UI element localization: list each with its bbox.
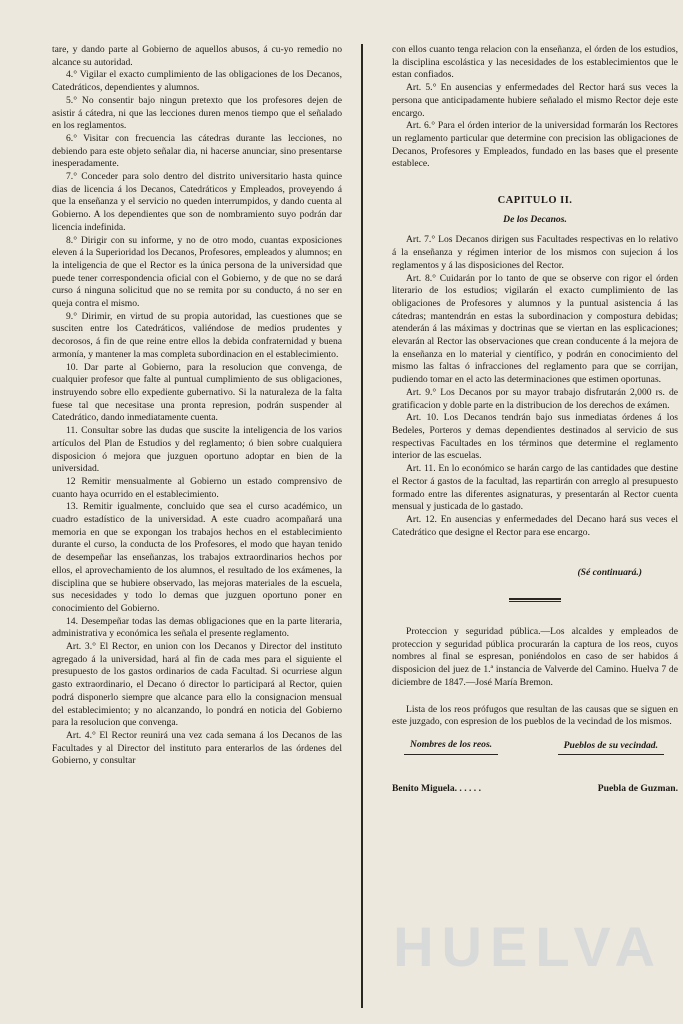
paragraph: Art. 7.° Los Decanos dirigen sus Facultades respectivas en lo relativo á la enseñanza y régimen interior de los mismos con sujecion á los reglamentos y á las disposiciones del Rector. xyxy=(392,234,678,271)
paragraph: Art. 9.° Los Decanos por su mayor trabajo disfrutarán 2,000 rs. de gratificacion y doble parte en la distribucion de los derechos de exámen. xyxy=(392,386,678,411)
paragraph: Art. 5.° En ausencias y enfermedades del Rector hará sus veces la persona que anticipadamente hubiere señalado el mismo Rector deje este encargo. xyxy=(392,82,678,119)
paragraph: 10. Dar parte al Gobierno, para la resolucion que convenga, de cualquier profesor que falte al puntual cumplimiento de sus obligaciones, instruyendo sobre ello expediente gubernativo. Si la naturaleza de la falta fuese tal que necesitase una pronta represion, podrán suspender al Catedrático, dando inmediatamente cuenta. xyxy=(52,361,342,424)
table-row xyxy=(392,783,678,796)
paragraph: 4.° Vigilar el exacto cumplimiento de las obligaciones de los Decanos, Catedráticos, dependientes y alumnos. xyxy=(52,69,342,94)
continued-note: (Sé continuará.) xyxy=(577,567,642,579)
paragraph: 7.° Conceder para solo dentro del distrito universitario hasta quince dias de licencia á los Decanos, Catedráticos y Empleados, proveyendo á que la enseñanza y el servicio no queden interrumpidos, y dando cuenta al Gobierno. A los dependientes que son de nombramiento suyo podrán dar licencia indefinida. xyxy=(52,171,342,233)
paragraph: Art. 6.° Para el órden interior de la universidad formarán los Rectores un reglamento particular que determine con precision las obligaciones de Decanos, Profesores y Empleados, fundado en las bases que el presente establece. xyxy=(392,120,678,170)
list-intro: Lista de los reos prófugos que resultan de las causas que se siguen en este juzgado, con espresion de los pueblos de la vecindad de los mismos. xyxy=(392,703,678,728)
chapter-title: CAPITULO II. xyxy=(497,195,573,207)
column-divider xyxy=(361,44,363,1008)
paragraph: 8.° Dirigir con su informe, y no de otro modo, cuantas exposiciones eleven á la Superioridad los Decanos, Profesores, empleados y alumnos; en la inteligencia de que el Rector es la única persona de la universidad que puede tener correspondencia oficial con el Gobierno, y de que no se dará curso á ninguna solicitud que no se remita por su conducto, á no ser en queja contra el mismo. xyxy=(52,234,342,310)
paragraph: 6.° Visitar con frecuencia las cátedras durante las lecciones, no debiendo para este objeto señalar dia, ni hacerse anunciar, sino presentarse inesperadamente. xyxy=(52,132,342,170)
column-header-place: Pueblos de su vecindad. xyxy=(558,740,664,755)
paragraph: 12 Remitir mensualmente al Gobierno un estado comprensivo de cuanto haya ocurrido en el establecimiento. xyxy=(52,475,342,500)
section-rule xyxy=(509,598,561,602)
paragraph: tare, y dando parte al Gobierno de aquellos abusos, á cu-yo remedio no alcance su autoridad. xyxy=(52,44,342,68)
paragraph: con ellos cuanto tenga relacion con la enseñanza, el órden de los estudios, la disciplina escolástica y las necesidades de los establecimientos que le estan confiados. xyxy=(392,44,678,81)
library-watermark: HUELVA xyxy=(393,915,663,978)
chapter-subtitle: De los Decanos. xyxy=(503,213,567,225)
paragraph: Art. 3.° El Rector, en union con los Decanos y Director del instituto agregado á la universidad, hará al fin de cada mes para el siguiente el presupuesto de los gastos ordinarios de cada Facultad. Si ocurriese algun gasto extraordinario, el Decano ó director lo participará al Rector, quien podrá disponerlo siempre que alcance para ello la consignacion mensual del establecimiento; y no alcanzando, lo pondrá en noticia del Gobierno para la resolucion que convenga. xyxy=(52,641,342,729)
paragraph: Art. 11. En lo económico se harán cargo de las cantidades que destine el Rector á gastos de la facultad, las repartirán con arreglo al presupuesto formado entre las diferentes asignaturas, y presentarán al Rector cuenta mensual y justicada de lo gastado. xyxy=(392,463,678,513)
paragraph: Art. 12. En ausencias y enfermedades del Decano hará sus veces el Catedrático que designe el Rector para ese encargo. xyxy=(392,513,678,538)
right-column xyxy=(392,44,678,1016)
fugitive-place: Puebla de Guzman. xyxy=(597,782,678,794)
paragraph: 14. Desempeñar todas las demas obligaciones que en la parte literaria, administrativa y económica les señala el presente reglamento. xyxy=(52,615,342,640)
paragraph: Art. 4.° El Rector reunirá una vez cada semana á los Decanos de las Facultades y al Director del instituto para enterarlos de las órdenes del Gobierno, y consultar xyxy=(52,729,342,767)
notice-paragraph: Proteccion y seguridad pública.—Los alcaldes y empleados de proteccion y seguridad pública procurarán la captura de los reos, cuyos nombres al final se espresan, poniéndolos en caso de ser habidos á disposicion del juez de 1.ª instancia de Valverde del Camino. Huelva 7 de diciembre de 1847.—José María Bremon. xyxy=(392,626,678,688)
column-header-name: Nombres de los reos. xyxy=(404,739,498,755)
paragraph: Art. 8.° Cuidarán por lo tanto de que se observe con rigor el órden literario de los estudios; vigilarán el exacto cumplimiento de las obligaciones de Profesores y alumnos y la puntual asistencia á las cátedras; mantendrán en estas la subordinacion y compostura debidas; atenderán á las máximas y doctrinas que se viertan en las esplicaciones; elevarán al Rector las observaciones que crean conducente á la mejora de la enseñanza en lo material y científico, y podrán en conocimiento del mismo las faltas ó infracciones del reglamento para que se corrijan, pudiendo tomar en el acto las determinaciones que estimen oportunas. xyxy=(392,272,678,386)
paragraph: 5.° No consentir bajo ningun pretexto que los profesores dejen de asistir á cátedra, ni que las lecciones duren menos tiempo que el señalado en los reglamentos. xyxy=(52,94,342,132)
paragraph: 9.° Dirimir, en virtud de su propia autoridad, las cuestiones que se susciten entre los Catedráticos, valiéndose de medios prudentes y decorosos, á fin de que reine entre ellos la debida confraternidad y buena armonía, y mantener la mas completa subordinacion en el establecimiento. xyxy=(52,310,342,360)
left-column xyxy=(52,44,342,1016)
fugitives-table-header xyxy=(392,739,678,755)
paragraph: 13. Remitir igualmente, concluido que sea el curso académico, un cuadro estadístico de la universidad. A este cuadro acompañará una memoria en que se expongan los trabajos hechos en el establecimiento durante el curso, la conducta de los Profesores, el modo que hayan tenido de desempeñar las enseñanzas, los trabajos extraordinarios hechos por ellos, el aprovechamiento de los alumnos, el resultado de los exámenes, la disciplina que se hubiere observado, las mejoras materiales de la escuela, sus necesidades y todo lo demas que juzguen oportuno poner en conocimiento del Gobierno. xyxy=(52,501,342,614)
paragraph: 11. Consultar sobre las dudas que suscite la inteligencia de los varios artículos del Plan de Estudios y del reglamento; ó bien sobre cualquiera disposicion ó mejora que juzguen oportuno adoptar en bien de la universidad. xyxy=(52,425,342,475)
spacer xyxy=(392,690,678,704)
paragraph: Art. 10. Los Decanos tendrán bajo sus inmediatas órdenes á los Bedeles, Porteros y demas dependientes destinados al servicio de sus respectivas Facultades en los términos que determine el reglamento interior de las escuelas. xyxy=(392,412,678,462)
fugitive-name: Benito Miguela. . . . . . xyxy=(392,782,482,794)
